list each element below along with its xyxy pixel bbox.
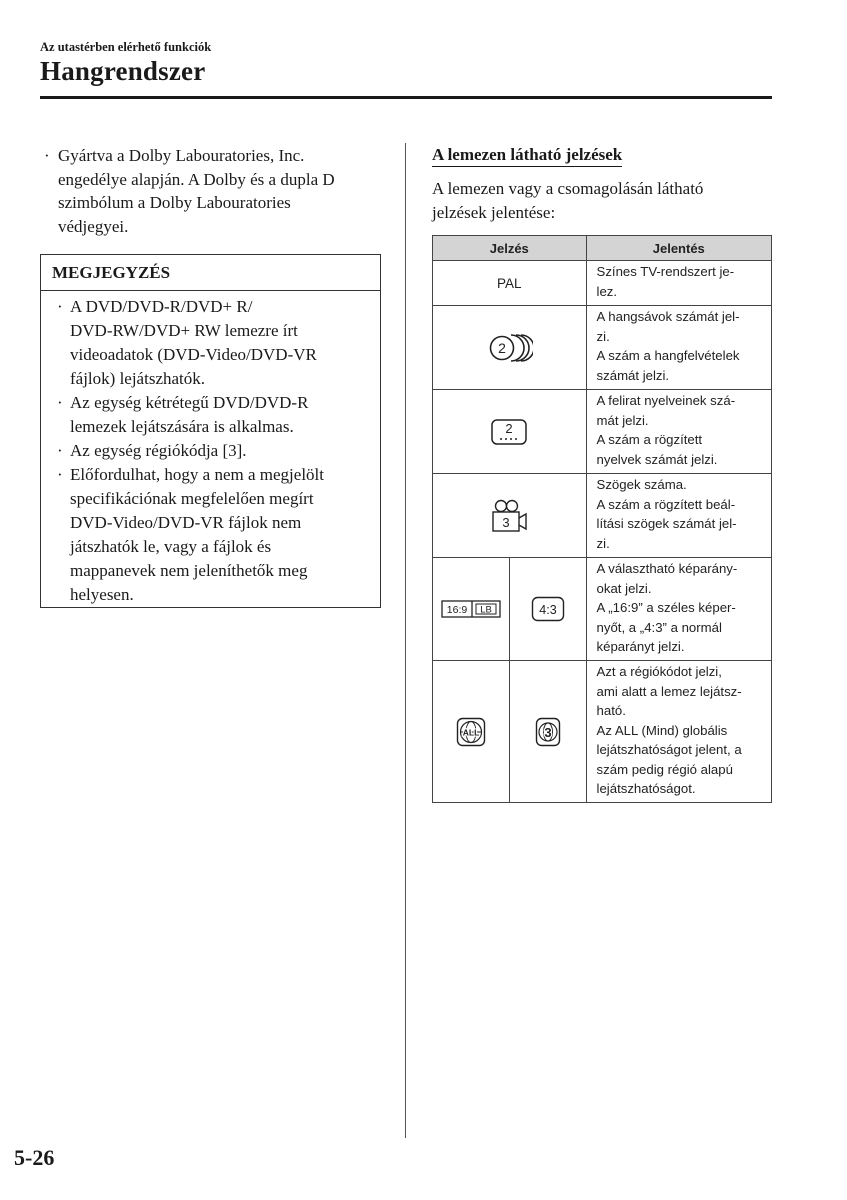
bullet-dot: ·	[57, 441, 63, 460]
note-line: mappanevek nem jeleníthetők meg	[70, 561, 308, 580]
meaning-line: okat jelzi.	[596, 580, 652, 596]
bullet-line: szimbólum a Dolby Labouratories	[58, 193, 291, 212]
note-line: fájlok) lejátszhatók.	[70, 369, 206, 388]
meaning-line: nyelvek számát jelzi.	[596, 451, 718, 467]
camera-angle-icon	[489, 498, 529, 534]
symbol-cell	[433, 261, 587, 306]
note-line: DVD-Video/DVD-VR fájlok nem	[70, 513, 302, 532]
symbol-cell	[433, 306, 587, 390]
meaning-line: képarányt jelzi.	[596, 639, 685, 654]
meaning-line: A szám a rögzített beál-	[596, 496, 736, 512]
meaning-line: A szám a hangfelvételek	[596, 348, 740, 363]
meaning-line: Színes TV-rendszert je-	[596, 264, 735, 279]
meaning-line: A felirat nyelveinek szá-	[596, 393, 736, 408]
symbol-cell	[509, 558, 586, 661]
meaning-line: zi.	[596, 328, 610, 344]
meaning-cell	[586, 306, 771, 390]
bullet-dot: ·	[57, 465, 63, 484]
table-row	[433, 558, 772, 661]
symbols-table	[432, 235, 772, 803]
region-all-icon	[456, 717, 486, 747]
note-line: Az egység kétrétegű DVD/DVD-R	[70, 393, 309, 412]
region-code-icon	[535, 717, 561, 747]
page-title: Hangrendszer	[40, 56, 206, 86]
note-item	[57, 295, 372, 391]
page-number: 5-26	[14, 1145, 55, 1170]
meaning-line: A „16:9” a széles képer-	[596, 600, 736, 615]
meaning-line: ami alatt a lemez lejátsz-	[596, 683, 742, 699]
meaning-line: lejátszhatóságot.	[596, 781, 696, 796]
meaning-line: szám pedig régió alapú	[596, 761, 733, 777]
symbols-intro	[432, 177, 777, 224]
meaning-line: A hangsávok számát jel-	[596, 309, 740, 324]
bullet-line: Gyártva a Dolby Labouratories, Inc.	[58, 146, 305, 165]
meaning-line: A szám a rögzített	[596, 432, 703, 447]
symbol-cell	[433, 558, 510, 661]
bullet-line: védjegyei.	[58, 216, 129, 236]
intro-line: A lemezen vagy a csomagolásán látható	[432, 179, 704, 198]
meaning-line: lítási szögek számát jel-	[596, 516, 737, 531]
aspect-normal-label: 4:3	[539, 603, 557, 617]
camera-angle-count: 3	[502, 514, 510, 530]
table-row	[433, 261, 772, 306]
meaning-cell	[586, 261, 771, 306]
note-item	[57, 439, 372, 463]
meaning-line: számát jelzi.	[596, 367, 670, 383]
symbol-cell	[433, 474, 587, 558]
widescreen-letterbox-icon	[441, 600, 501, 618]
note-line: specifikációnak megfelelően megírt	[70, 489, 314, 508]
intro-line: jelzések jelentése:	[432, 202, 556, 222]
meaning-cell	[586, 390, 771, 474]
header-jelzes: Jelzés	[433, 236, 587, 261]
aspect-letterbox-label: LB	[480, 604, 492, 616]
subtitles-count: 2	[505, 420, 513, 436]
meaning-line: Szögek száma.	[596, 477, 687, 492]
note-item	[57, 391, 372, 439]
symbol-cell	[433, 390, 587, 474]
table-row	[433, 390, 772, 474]
symbol-cell	[509, 661, 586, 803]
meaning-cell	[586, 661, 771, 803]
note-line: DVD-RW/DVD+ RW lemezre írt	[70, 321, 298, 340]
audio-tracks-count: 2	[498, 339, 507, 356]
note-line: A DVD/DVD-R/DVD+ R/	[70, 297, 253, 316]
note-list	[41, 291, 380, 607]
subtitles-icon	[490, 418, 528, 446]
note-line: játszhatók le, vagy a fájlok és	[70, 537, 272, 556]
meaning-line: mát jelzi.	[596, 412, 649, 428]
aspect-normal-icon	[531, 596, 565, 622]
bullet-dot: ·	[57, 393, 63, 412]
note-line: lemezek lejátszására is alkalmas.	[70, 417, 294, 436]
meaning-line: Azt a régiókódot jelzi,	[596, 664, 722, 679]
note-line: Előfordulhat, hogy a nem a megjelölt	[70, 465, 324, 484]
meaning-line: Az ALL (Mind) globális	[596, 722, 728, 738]
audio-tracks-icon	[485, 332, 533, 364]
title-rule	[40, 96, 772, 99]
meaning-line: A választható képarány-	[596, 561, 738, 576]
column-divider	[405, 143, 406, 1138]
aspect-widescreen-label: 16:9	[446, 604, 468, 616]
bullet-line: engedélye alapján. A Dolby és a dupla D	[58, 169, 335, 189]
meaning-line: nyőt, a „4:3” a normál	[596, 619, 722, 635]
symbols-subheading: A lemezen látható jelzések	[432, 144, 622, 167]
meaning-cell	[586, 558, 771, 661]
meaning-line: zi.	[596, 535, 610, 551]
table-row	[433, 306, 772, 390]
table-row	[433, 661, 772, 803]
header-jelentes: Jelentés	[586, 236, 771, 261]
note-item	[57, 463, 372, 607]
section-label: Az utastérben elérhető funkciók	[40, 40, 212, 54]
dolby-bullet	[44, 144, 389, 238]
region-all-label: ALL	[462, 727, 480, 737]
note-heading: MEGJEGYZÉS	[41, 255, 380, 291]
bullet-dot: ·	[57, 297, 63, 316]
meaning-line: lejátszhatóságot jelent, a	[596, 742, 742, 757]
pal-label: PAL	[497, 275, 522, 291]
note-line: videoadatok (DVD-Video/DVD-VR	[70, 345, 317, 364]
note-line: helyesen.	[70, 585, 134, 604]
region-code-number: 3	[544, 724, 552, 740]
note-box	[40, 254, 381, 608]
meaning-line: lez.	[596, 283, 618, 299]
meaning-line: ható.	[596, 703, 626, 718]
bullet-dot: ·	[44, 146, 50, 165]
meaning-cell	[586, 474, 771, 558]
symbol-cell	[433, 661, 510, 803]
note-line: Az egység régiókódja [3].	[70, 441, 247, 460]
table-row	[433, 474, 772, 558]
table-header-row	[433, 236, 772, 261]
